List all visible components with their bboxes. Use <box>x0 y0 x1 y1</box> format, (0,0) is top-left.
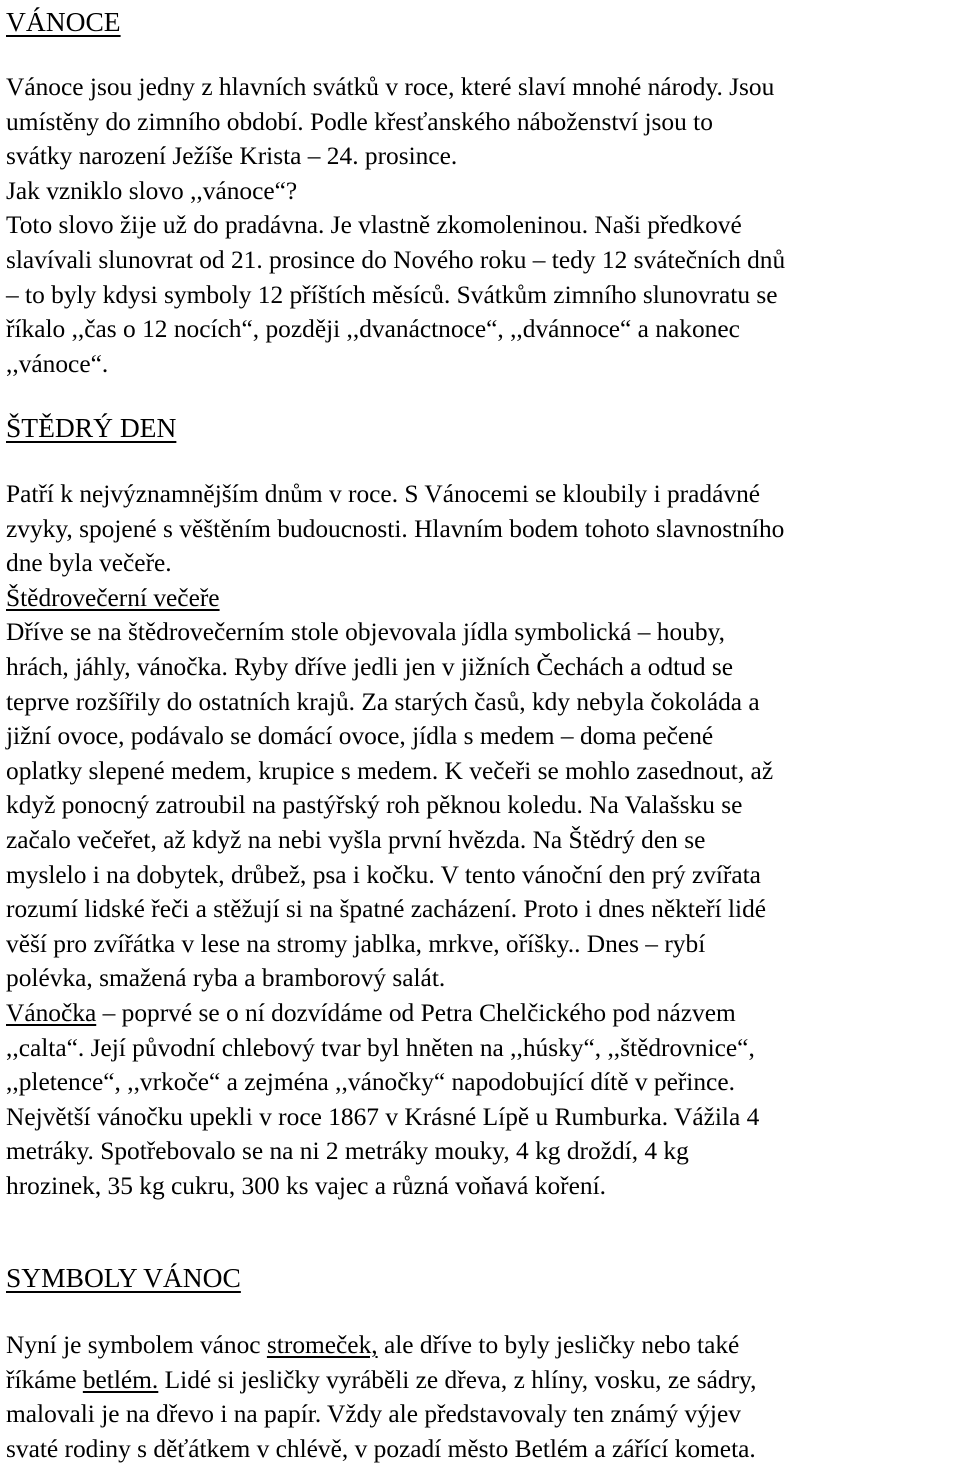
text-line: začalo večeřet, až když na nebi vyšla první hvězda. Na Štědrý den se <box>6 825 706 854</box>
paragraph-symboly-vanoc <box>6 1328 956 1466</box>
text-line: hrozinek, 35 kg cukru, 300 ks vajec a různá voňavá koření. <box>6 1171 607 1200</box>
text-line: když ponocný zatroubil na pastýřský roh pěknou koledu. Na Valašsku se <box>6 791 743 820</box>
text-line: umístěny do zimního období. Podle křesťanského náboženství jsou to <box>6 107 713 136</box>
text-line: malovali je na dřevo i na papír. Vždy ale představovaly ten známý výjev <box>6 1400 741 1429</box>
text-line: rozumí lidské řeči a stěžují si na špatné zacházení. Proto i dnes někteří lidé <box>6 895 767 924</box>
text-line: svaté rodiny s děťátkem v chlévě, v pozadí město Betlém a zářící kometa. <box>6 1434 756 1463</box>
heading-symboly-vanoc: SYMBOLY VÁNOC <box>6 1262 241 1293</box>
text-line: svátky narození Ježíše Krista – 24. prosince. <box>6 142 458 171</box>
text-fragment: – poprvé se o ní dozvídáme od Petra Chelčického pod názvem <box>96 998 736 1027</box>
text-line: slavívali slunovrat od 21. prosince do Nového roku – tedy 12 svátečních dnů <box>6 245 786 274</box>
text-line: myslelo i na dobytek, drůbež, psa i kočku. V tento vánoční den prý zvířata <box>6 860 761 889</box>
text-fragment: Lidé si jesličky vyráběli ze dřeva, z hlíny, vosku, ze sádry, <box>158 1365 757 1394</box>
text-line: hrách, jáhly, vánočka. Ryby dříve jedli jen v jižních Čechách a odtud se <box>6 652 734 681</box>
text-line: jižní ovoce, podávalo se domácí ovoce, jídla s medem – doma pečené <box>6 722 714 751</box>
term-stromecek: stromeček, <box>266 1331 378 1359</box>
text-line: polévka, smažená ryba a bramborový salát. <box>6 964 446 993</box>
text-line: Jak vzniklo slovo ,,vánoce“? <box>6 176 298 205</box>
heading-stedry-den: ŠTĚDRÝ DEN <box>6 412 177 443</box>
text-line <box>6 1363 956 1398</box>
text-line: říkalo ,,čas o 12 nocích“, později ,,dvanáctnoce“, ,,dvánnoce“ a nakonec <box>6 315 740 344</box>
text-line <box>6 1328 956 1363</box>
text-line-vanocka <box>6 996 956 1031</box>
text-line: zvyky, spojené s věštěním budoucnosti. Hlavním bodem tohoto slavnostního <box>6 514 785 543</box>
text-line: dne byla večeře. <box>6 549 172 578</box>
text-line: teprve rozšířily do ostatních krajů. Za starých časů, kdy nebyla čokoláda a <box>6 687 760 716</box>
text-fragment: Nyní je symbolem vánoc <box>6 1331 267 1359</box>
text-line: ,,calta“. Její původní chlebový tvar byl hněten na ,,húsky“, ,,štědrovnice“, <box>6 1033 755 1062</box>
text-line: Patří k nejvýznamnějším dnům v roce. S Vánocemi se kloubily i pradávné <box>6 480 761 508</box>
paragraph-vanoce-intro <box>6 70 956 381</box>
text-line: oplatky slepené medem, krupice s medem. K večeři se mohlo zasednout, až <box>6 756 774 785</box>
text-line: Vánoce jsou jedny z hlavních svátků v roce, které slaví mnohé národy. Jsou <box>6 73 775 101</box>
term-vanocka: Vánočka <box>6 998 97 1027</box>
text-line: Dříve se na štědrovečerním stole objevovala jídla symbolická – houby, <box>6 618 725 647</box>
text-line: věší pro zvířátka v lese na stromy jablka, mrkve, oříšky.. Dnes – rybí <box>6 929 706 958</box>
text-line: Toto slovo žije už do pradávna. Je vlastně zkomoleninou. Naši předkové <box>6 211 742 240</box>
paragraph-stedry-den <box>6 477 956 1203</box>
heading-vanoce: VÁNOCE <box>6 6 121 37</box>
subheading-stedrovecerni-vecere: Štědrovečerní večeře <box>6 583 220 612</box>
text-line: – to byly kdysi symboly 12 příštích měsíců. Svátkům zimního slunovratu se <box>6 280 778 309</box>
text-fragment: ale dříve to byly jesličky nebo také <box>377 1331 740 1359</box>
text-fragment: říkáme <box>6 1365 83 1394</box>
term-betlem: betlém. <box>82 1365 159 1394</box>
text-line: ,,pletence“, ,,vrkoče“ a zejména ,,vánočky“ napodobující dítě v peřince. <box>6 1068 735 1097</box>
text-line: metráky. Spotřebovalo se na ni 2 metráky mouky, 4 kg droždí, 4 kg <box>6 1137 689 1166</box>
text-line: Největší vánočku upekli v roce 1867 v Krásné Lípě u Rumburka. Vážila 4 <box>6 1102 760 1131</box>
text-line: ,,vánoce“. <box>6 349 109 378</box>
